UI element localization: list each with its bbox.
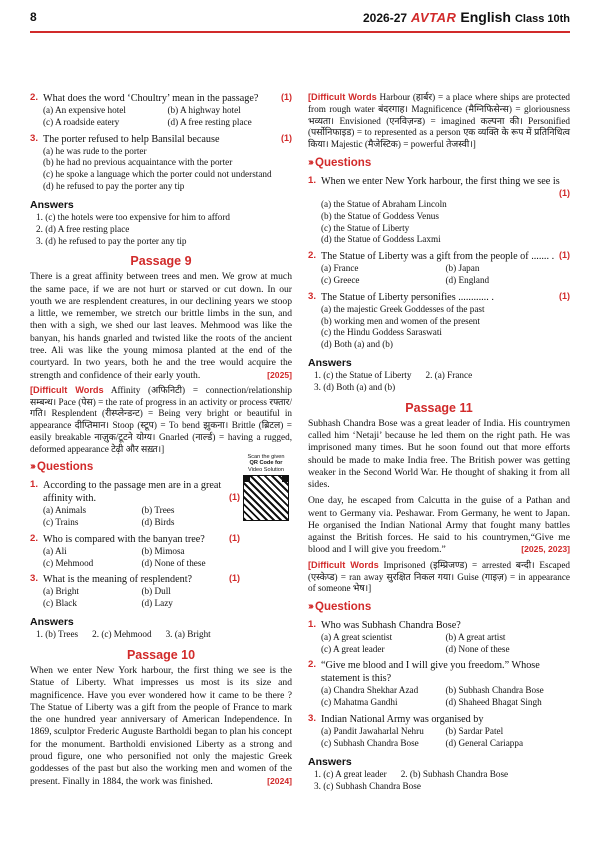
questions-label: Questions xyxy=(315,601,372,614)
option: (c) Greece xyxy=(321,274,360,285)
option: (d) he refused to pay the porter any tip xyxy=(43,180,185,191)
option: (c) he spoke a language which the porter could not understand xyxy=(43,169,272,180)
right-column xyxy=(308,92,570,793)
question-text: Who was Subhash Chandra Bose? xyxy=(321,619,461,631)
option: (b) Dull xyxy=(141,586,171,597)
question-text: The Statue of Liberty was a gift from the people of ....... . xyxy=(321,251,555,263)
question-number: 2. xyxy=(308,659,317,671)
option: (b) Subhash Chandra Bose xyxy=(445,685,544,696)
questions-label: Questions xyxy=(315,156,372,169)
options xyxy=(30,105,292,129)
option: (a) the Statue of Abraham Lincoln xyxy=(321,199,447,210)
question-number: 1. xyxy=(30,479,39,491)
options xyxy=(30,586,240,610)
question-number: 3. xyxy=(308,290,317,302)
qr-caption: QR Code for xyxy=(249,460,283,467)
option: (a) Animals xyxy=(43,505,87,516)
answer: 2. (c) Mehmood xyxy=(92,629,152,640)
answer: 1. (c) the Statue of Liberty xyxy=(314,370,412,381)
passage-body: When we enter New York harbour, the first thing we see is the Statue of Liberty. What impresses us most is its size and magnificence. Have you ever wondered how it came to be there ? The Statue of Liberty was a gift from the people of France to mark the one hundred year anniversary of American Independence. In 1869, sculptor Frederic Auguste Bartholdi began to plan his concept for the monument. Bartholdi envisioned Liberty as a strong and proud figure, one who personified not only the majestic Greek goddesses of the past but also the working men and women of the present. Finally in 1884, the work was finished. xyxy=(30,665,292,787)
answers xyxy=(308,769,570,793)
option: (d) General Cariappa xyxy=(445,737,524,748)
answer: 3. (c) Subhash Chandra Bose xyxy=(314,780,421,791)
passage-text xyxy=(30,665,292,788)
header-subject: English xyxy=(460,9,511,26)
option: (d) Lazy xyxy=(141,598,173,609)
option: (b) the Statue of Goddess Venus xyxy=(321,210,439,221)
header-class: Class 10th xyxy=(514,13,570,26)
header-rule xyxy=(30,31,570,33)
qr-code-box[interactable] xyxy=(240,454,292,521)
option: (d) A free resting place xyxy=(167,116,252,127)
question-3 xyxy=(30,133,292,146)
answers xyxy=(308,370,570,394)
option: (d) the Statue of Goddess Laxmi xyxy=(321,234,441,245)
difficult-words-label: [Difficult Words xyxy=(308,559,379,570)
option: (c) Mahatma Gandhi xyxy=(321,697,398,708)
question-1 xyxy=(308,175,570,200)
question-number: 2. xyxy=(308,250,317,262)
option: (d) Birds xyxy=(141,516,175,527)
answer: 3. (d) he refused to pay the porter any tip xyxy=(36,235,187,246)
question-1 xyxy=(308,619,570,632)
question-number: 1. xyxy=(308,618,317,630)
answer: 2. (b) Subhash Chandra Bose xyxy=(400,768,509,779)
options xyxy=(30,146,292,193)
option: (a) Chandra Shekhar Azad xyxy=(321,685,419,696)
marks: (1) xyxy=(559,250,570,261)
answers-heading: Answers xyxy=(30,615,74,628)
option: (a) An expensive hotel xyxy=(43,105,126,116)
qr-code-icon[interactable] xyxy=(243,475,289,521)
question-2 xyxy=(308,250,570,263)
option: (a) France xyxy=(321,263,359,274)
questions-heading xyxy=(308,156,570,171)
option: (b) A great artist xyxy=(445,631,506,642)
option: (c) the Hindu Goddess Saraswati xyxy=(321,327,442,338)
arrow-icon: ››› xyxy=(308,601,312,612)
passage-title: Passage 11 xyxy=(405,400,473,415)
marks: (1) xyxy=(281,92,292,102)
marks: (1) xyxy=(229,532,240,543)
answer: 1. (c) A great leader xyxy=(314,768,387,779)
page-header xyxy=(30,8,570,28)
question-text: According to the passage men are in a great affinity with. xyxy=(43,480,222,505)
year-tag: [2025, 2023] xyxy=(521,544,570,555)
question-number: 3. xyxy=(30,132,39,144)
question-1 xyxy=(30,479,240,505)
answers-heading: Answers xyxy=(30,198,74,211)
option: (d) England xyxy=(445,274,490,285)
option: (c) the Statue of Liberty xyxy=(321,222,410,233)
difficult-words xyxy=(30,385,292,456)
page-number: 8 xyxy=(30,10,37,25)
option: (b) working men and women of the present xyxy=(321,315,480,326)
passage-body: There is a great affinity between trees and men. We grow at much the same pace, if we are not hurt or starved or cut down. In our youth we are resplendent creatures, in our declining years we stoop a little, we remember, we stretch our brittle limbs in the sun, and then with a sigh, we shed our last leaves. Mehmood was like the banyan, his hands gnarled and twisted like the roots of the ancient tree. Ali was like the young mimosa planted at the end of the courtyard. In two years, both he and the tree would acquire the strength and confidence of their early youth. xyxy=(30,271,292,381)
arrow-icon: ››› xyxy=(30,461,34,473)
options xyxy=(308,726,570,750)
option: (c) A great leader xyxy=(321,643,385,654)
passage-title: Passage 10 xyxy=(126,648,196,663)
difficult-words-text: Affinity (अफिनिटी) = connection/relationship सम्बन्ध। Pace (पेस) = the rate of progress in an activity or process रफ्तार/गति। Resplendent (रीस्प्लेन्डन्ट) = Being very bright or beautiful in appearance दीप्तिमान। Stoop (स्टूप) = To bend झुकना। Brittle (ब्रिटल) = easily breakable नाज़ुक/टूटने योग्य। Gnarled (नार्ल्ड) = having a rugged, deformed appearance टेढ़ी और सख़्त।] xyxy=(30,384,292,454)
question-3 xyxy=(308,713,570,726)
answers xyxy=(30,629,292,641)
option: (a) Pandit Jawaharlal Nehru xyxy=(321,726,424,737)
question-text: Who is compared with the banyan tree? xyxy=(43,533,205,545)
header-title xyxy=(363,9,570,27)
question-2 xyxy=(30,92,292,105)
header-year: 2026-27 xyxy=(363,11,408,26)
option: (b) Trees xyxy=(141,505,175,516)
question-3 xyxy=(30,573,240,586)
question-text: When we enter New York harbour, the first thing we see is xyxy=(321,175,560,187)
qr-caption: Video Solution xyxy=(248,466,284,473)
question-2 xyxy=(308,659,570,685)
difficult-words-text: Imprisoned (इम्प्रिजण्ड) = arrested बन्दी। Escaped (एस्केप्ड) = ran away सुरक्षित निकल गया। Guise (गाइज़) = in appearance of someone भेष।] xyxy=(308,559,570,594)
marks: (1) xyxy=(229,573,240,584)
options xyxy=(308,199,570,246)
passage-text: Subhash Chandra Bose was a great leader of India. His countrymen called him ‘Netaji’ because he led them on the right path. He was imprisoned many times. But he soon found out that more efforts should be made to make India free. The British power was getting weaker in the Second World War. He thought of shaking it from all sides. xyxy=(308,417,570,491)
option: (d) Both (a) and (b) xyxy=(321,339,393,350)
option: (b) A highway hotel xyxy=(167,105,241,116)
options xyxy=(308,632,570,656)
option: (a) Bright xyxy=(43,586,79,597)
year-tag: [2025] xyxy=(267,369,292,380)
difficult-words xyxy=(308,92,570,151)
passage-text xyxy=(30,271,292,381)
question-text: The porter refused to help Bansilal because xyxy=(43,133,220,145)
question-text: What does the word ‘Choultry’ mean in the passage? xyxy=(43,93,259,104)
arrow-icon: ››› xyxy=(308,156,312,168)
option: (a) he was rude to the porter xyxy=(43,145,147,156)
option: (b) Mimosa xyxy=(141,545,185,556)
question-text: “Give me blood and I will give you freedom.” Whose statement is this? xyxy=(321,660,540,685)
difficult-words-label: [Difficult Words xyxy=(308,92,377,102)
marks: (1) xyxy=(559,290,570,301)
year-tag: [2024] xyxy=(267,775,292,786)
option: (a) Ali xyxy=(43,545,67,556)
option: (b) he had no previous acquaintance with the porter xyxy=(43,157,233,168)
left-column xyxy=(30,92,292,788)
option: (a) A great scientist xyxy=(321,631,393,642)
question-2 xyxy=(30,533,240,546)
qr-caption: Scan the given xyxy=(247,454,285,460)
question-number: 2. xyxy=(30,532,39,544)
marks: (1) xyxy=(559,187,570,198)
option: (d) None of these xyxy=(141,557,206,568)
options xyxy=(30,505,240,529)
question-text: The Statue of Liberty personifies ............ . xyxy=(321,291,494,303)
option: (a) the majestic Greek Goddesses of the past xyxy=(321,303,485,314)
passage-body: One day, he escaped from Calcutta in the guise of a Pathan and went to Germany via. Peshawar. From Germany, he went to Japan. He organised the Indian National Army that fought many battles against the British forces. He said to his countrymen,“Give me blood and I will give you freedom.” xyxy=(308,495,570,556)
difficult-words-text: Harbour (हार्बर) = a place where ships are protected from rough water बंदरगाह। Magnificence (मैग्निफिसेन्स) = gloriousness भव्यता। Envisioned (एनविज़न्ड) = imagined कल्पना की। Personified (पर्सोनिफाइड) = to represented as a person एक व्यक्ति के रूप में प्रतिनिधित्व किया। Majestic (मैजेस्टिक) = powerful तेजस्वी।] xyxy=(308,92,570,150)
options xyxy=(308,685,570,709)
question-text: What is the meaning of resplendent? xyxy=(43,574,193,586)
question-number: 3. xyxy=(308,712,317,724)
option: (c) Subhash Chandra Bose xyxy=(321,737,419,748)
passage-text xyxy=(308,495,570,556)
answer: 1. (c) the hotels were too expensive for him to afford xyxy=(36,212,230,223)
questions-label: Questions xyxy=(37,461,94,474)
answer: 2. (a) France xyxy=(425,370,473,381)
difficult-words-label: [Difficult Words xyxy=(30,384,104,395)
option: (c) Mehmood xyxy=(43,557,94,568)
questions-heading xyxy=(308,600,570,615)
answer: 3. (d) Both (a) and (b) xyxy=(314,382,396,393)
option: (d) None of these xyxy=(445,643,510,654)
marks: (1) xyxy=(229,492,240,503)
brand-logo: AVTAR xyxy=(411,10,457,26)
answer: 2. (d) A free resting place xyxy=(36,223,130,234)
marks: (1) xyxy=(281,132,292,143)
options xyxy=(308,304,570,351)
option: (c) Trains xyxy=(43,516,79,527)
option: (c) Black xyxy=(43,598,77,609)
option: (b) Sardar Patel xyxy=(445,726,504,737)
answer: 1. (b) Trees xyxy=(36,629,79,640)
question-number: 2. xyxy=(30,92,39,103)
option: (d) Shaheed Bhagat Singh xyxy=(445,697,542,708)
options xyxy=(308,263,570,287)
difficult-words xyxy=(308,560,570,595)
question-number: 1. xyxy=(308,174,317,186)
passage-title: Passage 9 xyxy=(130,254,192,269)
option: (b) Japan xyxy=(445,263,480,274)
answer: 3. (a) Bright xyxy=(165,629,211,640)
options xyxy=(30,546,240,570)
answers-heading: Answers xyxy=(308,356,352,369)
option: (c) A roadside eatery xyxy=(43,116,120,127)
question-3 xyxy=(308,291,570,304)
question-text: Indian National Army was organised by xyxy=(321,713,484,725)
question-number: 3. xyxy=(30,573,39,585)
answers-heading: Answers xyxy=(308,755,352,768)
answers xyxy=(30,212,292,247)
